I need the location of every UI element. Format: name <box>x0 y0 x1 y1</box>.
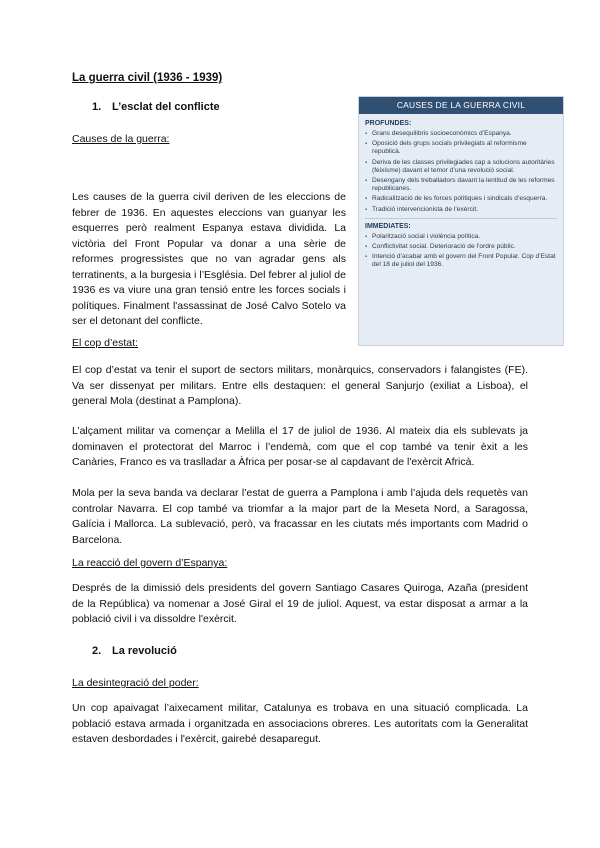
reaction-heading: La reacció del govern d’Espanya: <box>72 557 228 569</box>
list-item: ▪ Grans desequilibris socioeconòmics d’Espanya. <box>365 130 557 138</box>
coup-paragraph-2: L’alçament militar va començar a Melilla el 17 de juliol de 1936. Al mateix dia els sublevats ja dominaven el protectorat del Marroc i l’endemà, com que el cop també va tenir èxit a les Canàries, Franco es va traslladar a Àfrica per posar-se al capdavant de l'exèrcit Africà. <box>72 425 528 468</box>
deep-causes-list <box>365 130 557 214</box>
deep-causes-label: PROFUNDES: <box>365 120 412 127</box>
coup-paragraph-3: Mola per la seva banda va declarar l’estat de guerra a Pamplona i amb l’ajuda dels requetès van controlar Navarra. El cop també va triomfar a la major part de la Meseta Nord, a Saragossa, Galícia i Mallorca. La sublevació, però, va fracassar en les ciutats més importants com Madrid o Barcelona. <box>72 487 528 546</box>
causes-heading: Causes de la guerra: <box>72 133 170 145</box>
coup-paragraph-1: El cop d’estat va tenir el suport de sectors militars, monàrquics, conservadors i falangistes (FE). Va ser dissenyat per militars. Entre ells destaquen: el general Sanjurjo (exiliat a Lisboa), el general Mola (destinat a Pamplona). <box>72 364 528 407</box>
list-item: ▪ Intenció d’acabar amb el govern del Front Popular. Cop d’Estat del 18 de juliol del 1936. <box>365 253 557 269</box>
section-heading-1 <box>92 101 220 113</box>
list-item: ▪ Oposició dels grups socials privilegiats al reformisme republicà. <box>365 140 557 156</box>
list-item: ▪ Tradició intervencionista de l’exèrcit. <box>365 206 557 214</box>
section-number: 2. <box>92 645 102 657</box>
infobox-header: CAUSES DE LA GUERRA CIVIL <box>359 97 563 114</box>
list-item: ▪ Radicalització de les forces polítiques i sindicals d’esquerra. <box>365 195 557 203</box>
causes-infobox <box>358 96 564 346</box>
section-title: L’esclat del conflicte <box>112 101 220 113</box>
list-item: ▪ Polarització social i violència política. <box>365 233 557 241</box>
disintegration-heading: La desintegració del poder: <box>72 677 199 689</box>
coup-heading: El cop d’estat: <box>72 337 138 349</box>
section-title: La revolució <box>112 645 177 657</box>
reaction-paragraph: Després de la dimissió dels presidents del govern Santiago Casares Quiroga, Azaña (president de la República) va nomenar a José Giral el 19 de juliol. Aquest, va estar disposat a armar a la població civil i va dissoldre l'exèrcit. <box>72 582 528 625</box>
section-number: 1. <box>92 101 102 113</box>
causes-paragraph: Les causes de la guerra civil deriven de les eleccions de febrer de 1936. En aquestes eleccions van guanyar les esquerres però realment Espanya estava dividida. La victòria del Front Popular va donar a una sèrie de reformes progressistes que no van agradar gens als terratinents, a la burgesia i l’Església. Del febrer al juliol de 1936 es va viure una gran tensió entre les forces socials i polítiques. Finalment l'assassinat de José Calvo Sotelo va ser el detonant del conflicte. <box>72 191 346 327</box>
list-item: ▪ Conflictivitat social. Deterioració de l’ordre públic. <box>365 243 557 251</box>
immediate-causes-list <box>365 233 557 270</box>
disintegration-paragraph: Un cop apaivagat l’aixecament militar, Catalunya es trobava en una situació complicada. La població estava armada i organitzada en associacions obreres. Les autoritats com la Generalitat estaven desbordades i l'exèrcit, gairebé desaparegut. <box>72 702 528 745</box>
list-item: ▪ Desengany dels treballadors davant la lentitud de les reformes republicanes. <box>365 177 557 193</box>
page-title: La guerra civil (1936 - 1939) <box>72 72 223 84</box>
section-heading-2 <box>92 645 177 657</box>
immediate-causes-label: IMMEDIATES: <box>365 222 411 230</box>
list-item: ▪ Deriva de les classes privilegiades cap a solucions autoritàries (feixisme) davant el temor d’una revolució social. <box>365 159 557 175</box>
infobox-divider <box>365 218 557 219</box>
